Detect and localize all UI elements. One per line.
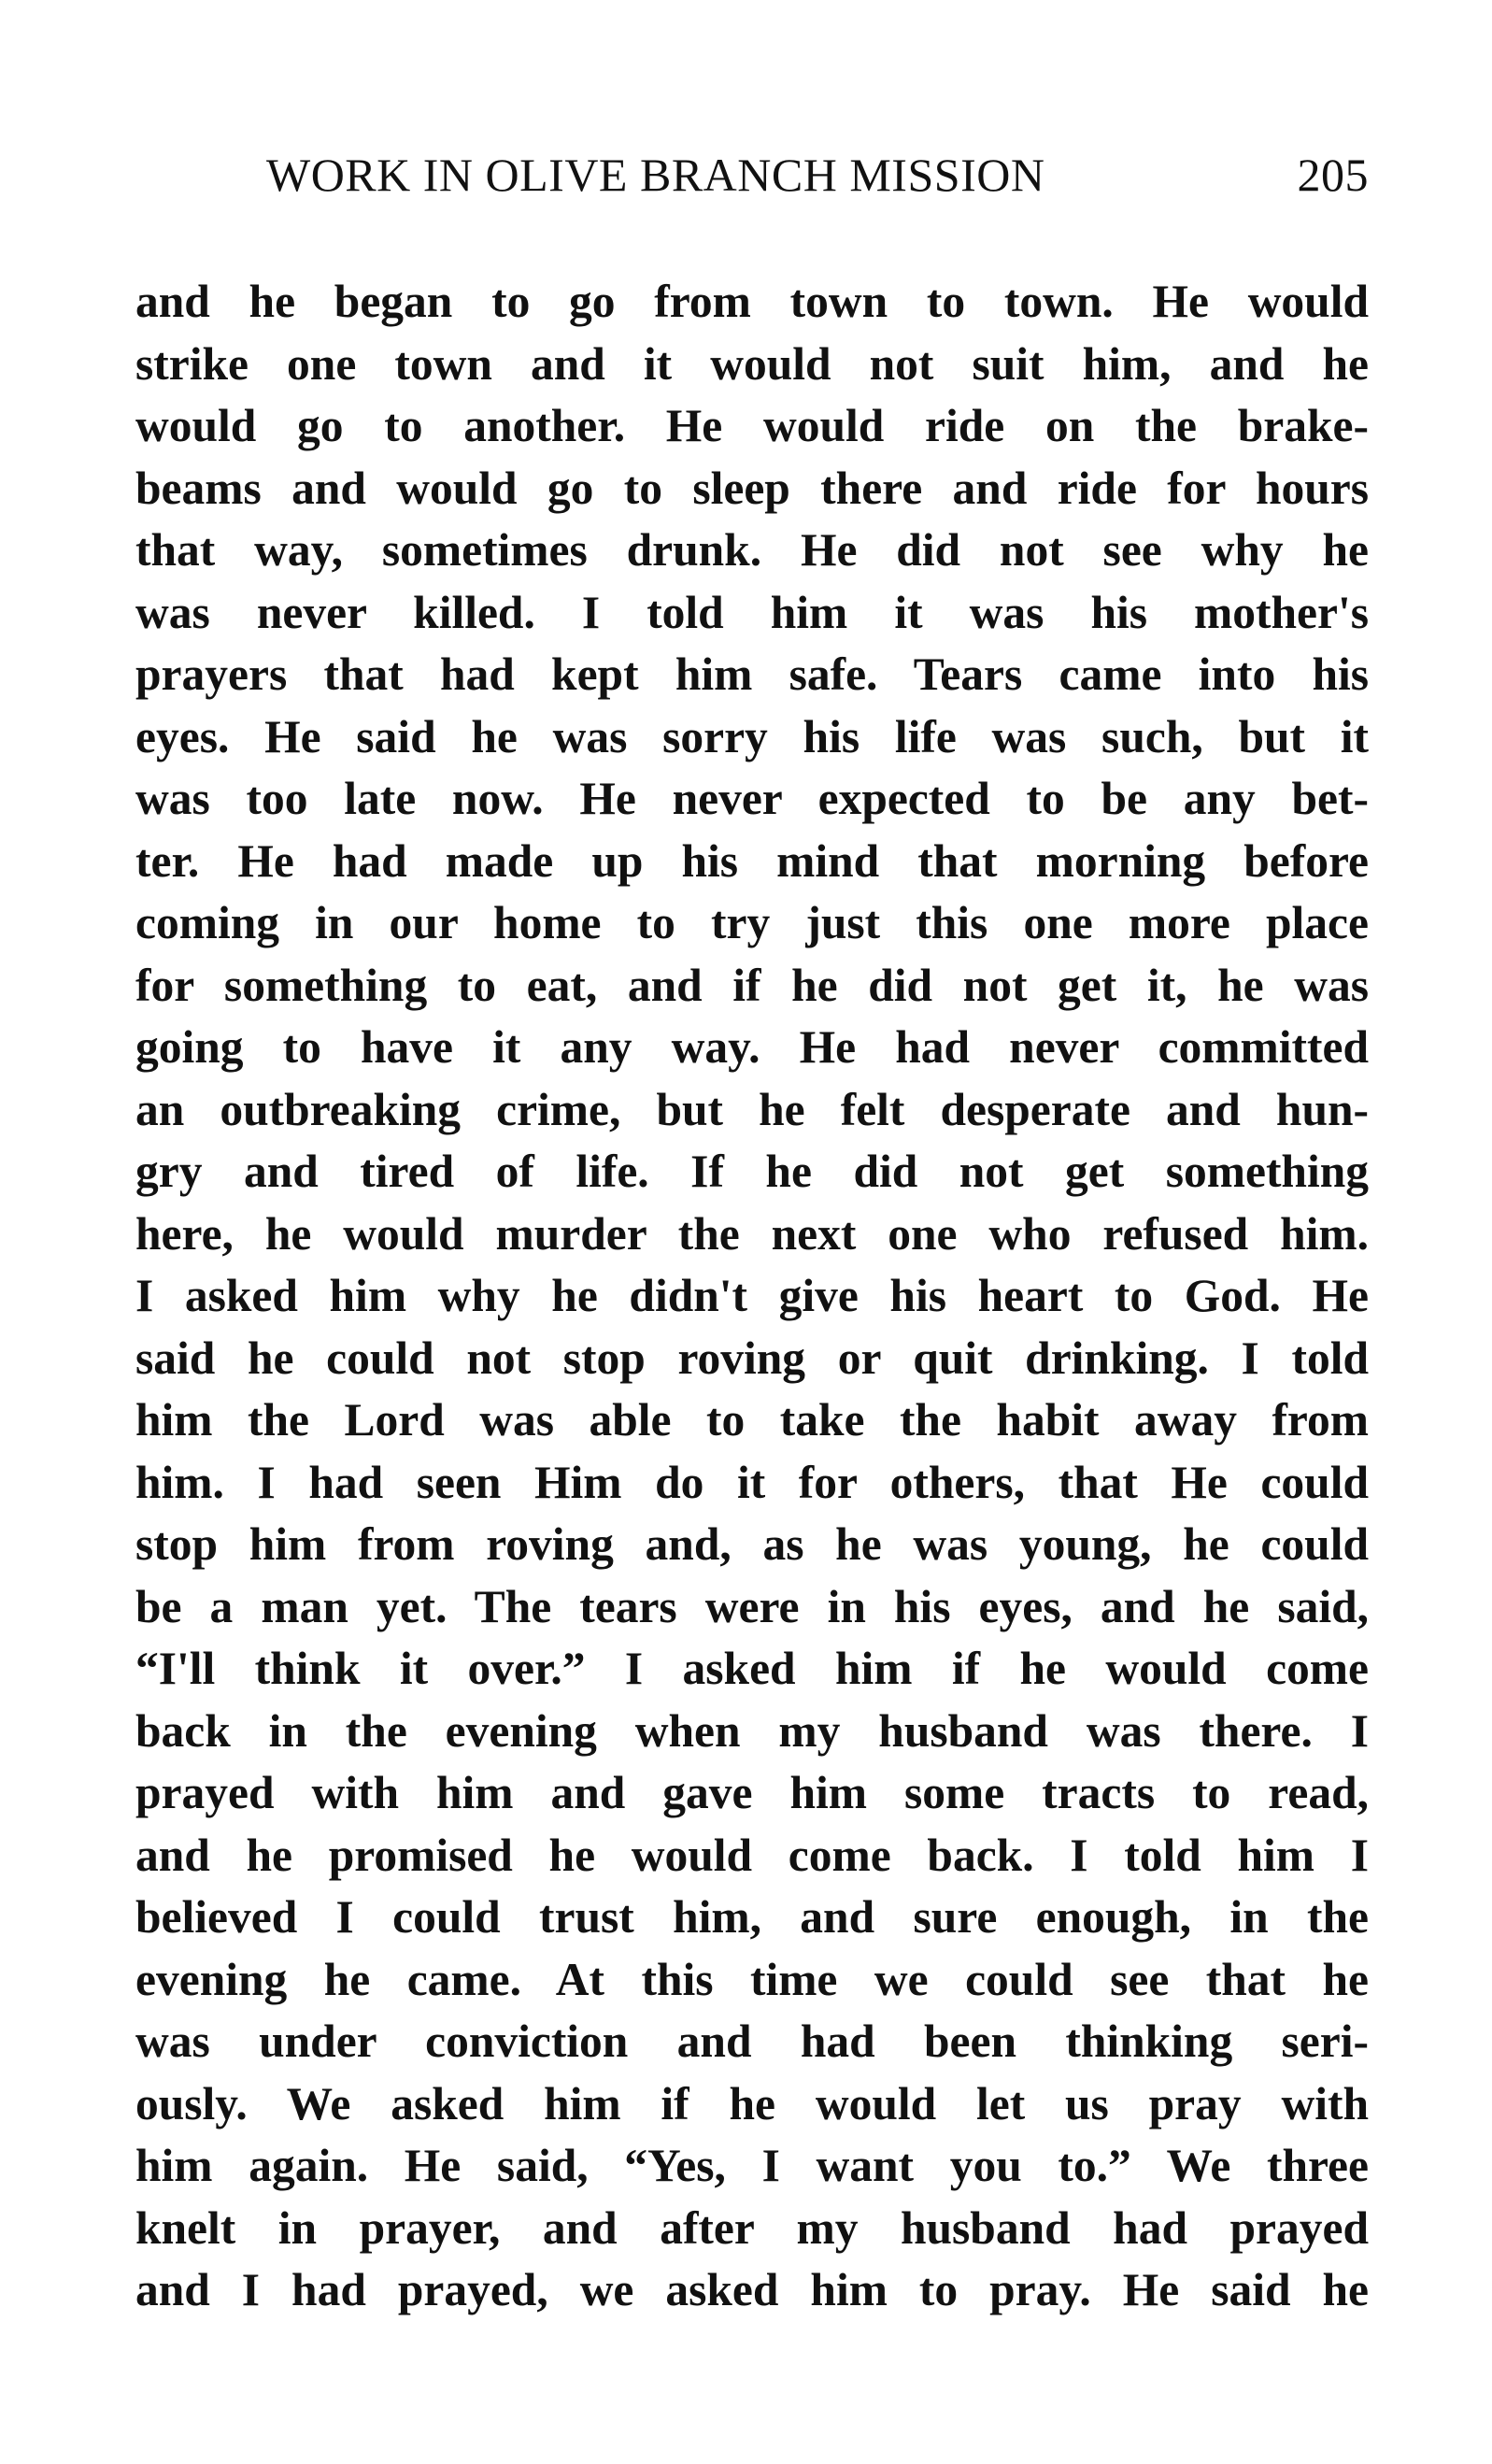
text-line: was under conviction and had been thinking seri- bbox=[135, 2015, 1369, 2067]
text-line: that way, sometimes drunk. He did not see why he bbox=[135, 524, 1369, 576]
text-line: “I'll think it over.” I asked him if he would come bbox=[135, 1643, 1369, 1694]
running-title: WORK IN OLIVE BRANCH MISSION bbox=[266, 149, 1045, 201]
running-head bbox=[266, 142, 1369, 207]
text-line: I asked him why he didn't give his heart to God. He bbox=[135, 1270, 1369, 1321]
page-number: 205 bbox=[1297, 149, 1369, 201]
text-line: here, he would murder the next one who refused him. bbox=[135, 1207, 1369, 1260]
text-line: and he began to go from town to town. He would bbox=[135, 276, 1369, 327]
text-line: coming in our home to try just this one more place bbox=[135, 897, 1369, 948]
text-line: was too late now. He never expected to be any bet- bbox=[135, 773, 1369, 824]
text-line: eyes. He said he was sorry his life was such, but it bbox=[135, 710, 1369, 762]
text-line: and he promised he would come back. I told him I bbox=[135, 1829, 1369, 1881]
text-line: ously. We asked him if he would let us pray with bbox=[135, 2077, 1369, 2129]
text-line: an outbreaking crime, but he felt desperate and hun- bbox=[135, 1083, 1369, 1135]
text-line: going to have it any way. He had never committed bbox=[135, 1021, 1369, 1073]
text-line: stop him from roving and, as he was young, he could bbox=[135, 1518, 1369, 1570]
text-line: prayed with him and gave him some tracts to read, bbox=[135, 1767, 1369, 1818]
text-line: for something to eat, and if he did not get it, he was bbox=[135, 959, 1369, 1011]
text-line: beams and would go to sleep there and ride for hours bbox=[135, 462, 1369, 514]
text-line: him. I had seen Him do it for others, that He could bbox=[135, 1456, 1369, 1508]
text-line: him again. He said, “Yes, I want you to.” We three bbox=[135, 2140, 1369, 2191]
text-line: would go to another. He would ride on the brake- bbox=[135, 400, 1369, 451]
text-line: and I had prayed, we asked him to pray. He said he bbox=[135, 2264, 1369, 2315]
text-line: strike one town and it would not suit him, and he bbox=[135, 337, 1369, 390]
text-line: believed I could trust him, and sure enough, in the bbox=[135, 1891, 1369, 1943]
text-line: back in the evening when my husband was there. I bbox=[135, 1704, 1369, 1757]
text-line: was never killed. I told him it was his mother's bbox=[135, 586, 1369, 638]
text-line: knelt in prayer, and after my husband had prayed bbox=[135, 2201, 1369, 2254]
text-line: be a man yet. The tears were in his eyes, and he said, bbox=[135, 1580, 1369, 1632]
text-line: prayers that had kept him safe. Tears came into his bbox=[135, 648, 1369, 700]
text-line: him the Lord was able to take the habit away from bbox=[135, 1394, 1369, 1446]
text-line: gry and tired of life. If he did not get something bbox=[135, 1146, 1369, 1197]
text-line: ter. He had made up his mind that morning before bbox=[135, 834, 1369, 887]
text-line: evening he came. At this time we could see that he bbox=[135, 1953, 1369, 2005]
body-text bbox=[135, 271, 1369, 2322]
text-line: said he could not stop roving or quit drinking. I told bbox=[135, 1332, 1369, 1384]
